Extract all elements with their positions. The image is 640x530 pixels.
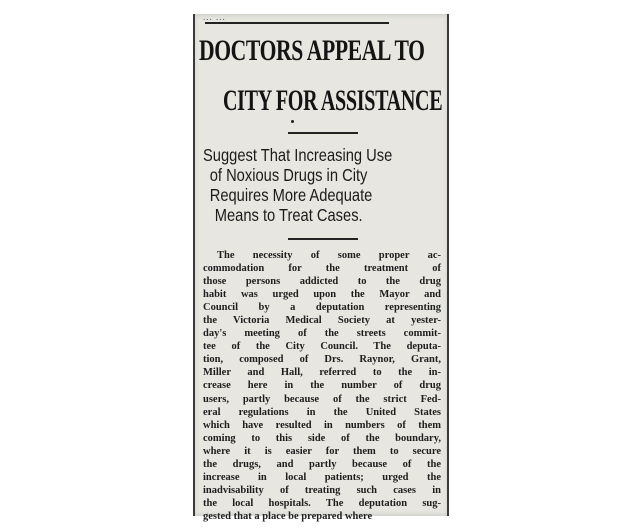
article-body	[203, 249, 441, 523]
body-line: tee of the City Council. The deputa-	[203, 341, 441, 353]
headline-line-1: DOCTORS APPEAL TO	[199, 34, 425, 67]
deck-line: Suggest That Increasing Use	[203, 145, 393, 165]
body-line: where it is easier for them to secure	[203, 445, 441, 457]
headline-line-2: CITY FOR ASSISTANCE	[223, 84, 443, 117]
body-line: The necessity of some proper ac-	[217, 250, 441, 261]
body-line: increase in local patients; urged the	[203, 471, 441, 483]
deck-line: of Noxious Drugs in City	[209, 165, 368, 185]
body-line: the drugs, and partly because of the	[203, 458, 441, 470]
body-line: users, partly because of the strict Fed-	[203, 393, 441, 405]
body-line: which have resulted in numbers of them	[203, 419, 441, 431]
column-rule-right	[447, 14, 449, 516]
subheadline-deck	[203, 145, 443, 225]
body-line: commodation for the treatment of	[203, 263, 441, 275]
body-line: day's meeting of the streets commit-	[203, 328, 441, 340]
body-line: crease here in the number of drug	[203, 380, 441, 392]
column-rule-left	[193, 14, 195, 516]
body-line: Miller and Hall, referred to the in-	[203, 367, 441, 379]
top-rule	[205, 22, 389, 24]
body-line: coming to this side of the boundary,	[203, 432, 441, 444]
body-line: tion, composed of Drs. Raynor, Grant,	[203, 354, 441, 366]
headline-rule	[288, 132, 358, 134]
newspaper-clipping	[193, 12, 449, 522]
deck-line: Requires More Adequate	[209, 185, 373, 205]
deck-rule	[288, 238, 358, 240]
body-line: habit was urged upon the Mayor and	[203, 289, 441, 301]
body-line: Council by a deputation representing	[203, 302, 441, 314]
body-line: inadvisability of treating such cases in	[203, 484, 441, 496]
body-line: the Victoria Medical Society at yester-	[203, 315, 441, 327]
body-line: eral regulations in the United States	[203, 406, 441, 418]
deck-line: Means to Treat Cases.	[214, 205, 363, 225]
body-line: gested that a place be prepared where	[203, 510, 373, 522]
body-line: the local hospitals. The deputation sug-	[203, 497, 441, 509]
previous-article-fragment: ... ...	[203, 12, 226, 22]
body-line: those persons addicted to the drug	[203, 276, 441, 288]
ornament-dot	[291, 120, 294, 123]
